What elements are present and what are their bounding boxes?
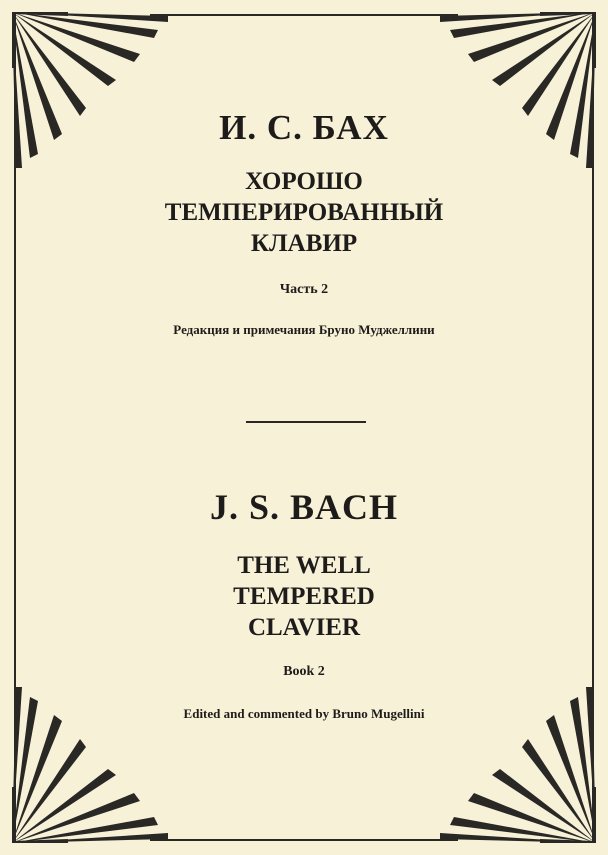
section-divider [246,421,366,423]
part-russian: Часть 2 [279,282,329,297]
author-english: J. S. BACH [209,487,399,527]
part-english: Book 2 [283,664,325,679]
title-russian-line-2: ТЕМПЕРИРОВАННЫЙ [164,199,444,226]
frame-bottom-line [150,839,458,841]
editor-note-english: Edited and commented by Bruno Mugellini [183,706,425,721]
editor-note-russian: Редакция и примечания Бруно Муджеллини [173,322,435,337]
title-english-line-2: TEMPERED [233,583,375,610]
frame-top-line [150,14,458,16]
title-english-line-1: THE WELL [237,552,371,579]
title-russian-line-1: ХОРОШО [245,168,363,195]
title-russian-line-3: КЛАВИР [250,230,358,257]
title-russian [0,166,608,259]
title-english-line-3: CLAVIER [247,614,361,641]
title-english [0,550,608,643]
author-russian: И. С. БАХ [219,108,389,147]
